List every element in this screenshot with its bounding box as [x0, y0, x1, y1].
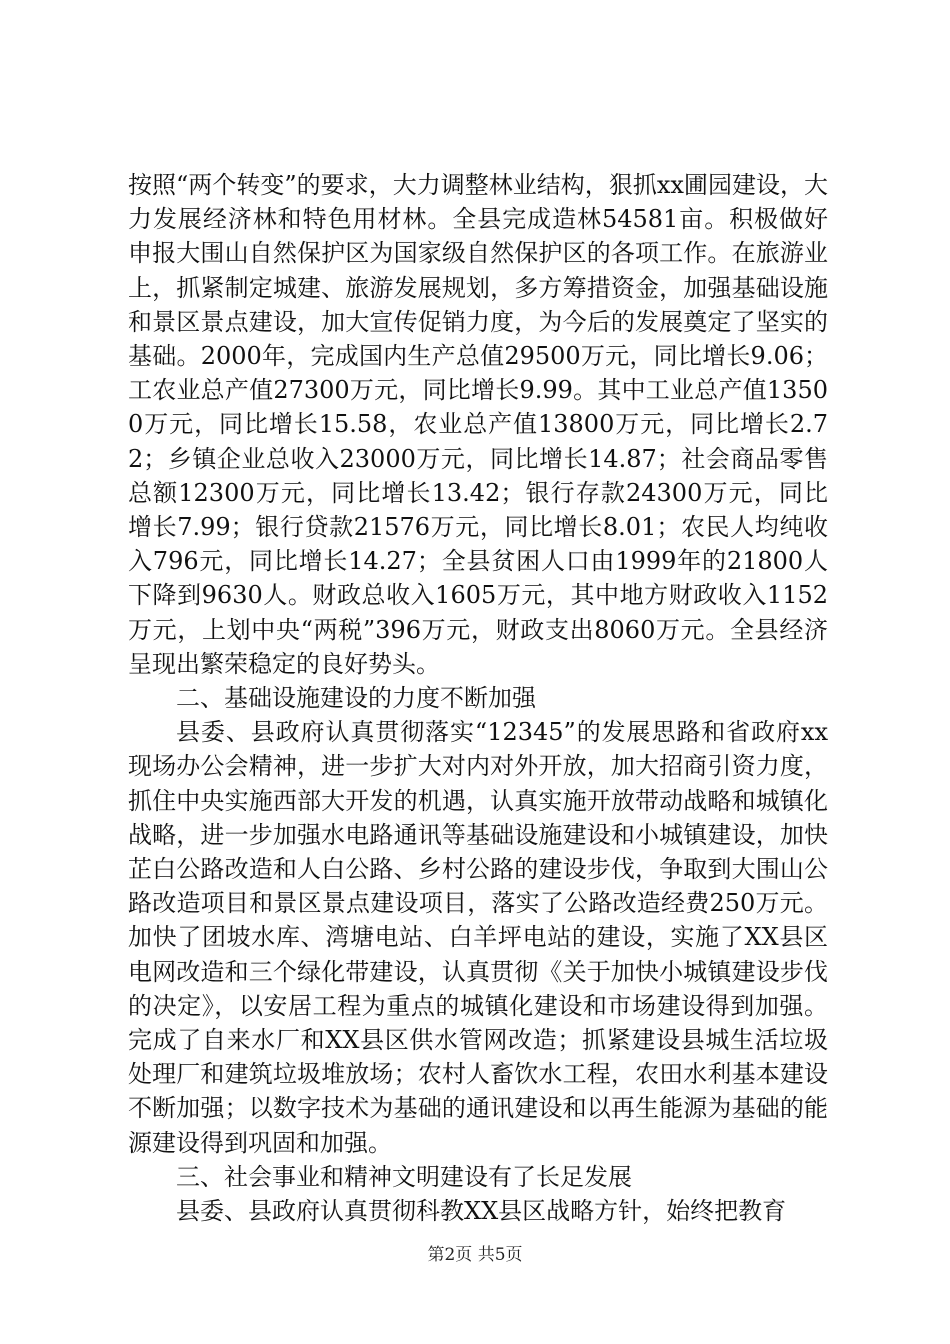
document-body: [128, 168, 828, 1228]
paragraph-economy: 按照“两个转变”的要求，大力调整林业结构，狠抓xx圃园建设，大力发展经济林和特色用材林。全县完成造林54581亩。积极做好申报大围山自然保护区为国家级自然保护区的各项工作。在旅游业上，抓紧制定城建、旅游发展规划，多方筹措资金，加强基础设施和景区景点建设，加大宣传促销力度，为今后的发展奠定了坚实的基础。2000年，完成国内生产总值29500万元，同比增长9.06；工农业总产值27300万元，同比增长9.99。其中工业总产值13500万元，同比增长15.58，农业总产值13800万元，同比增长2.72；乡镇企业总收入23000万元，同比增长14.87；社会商品零售总额12300万元，同比增长13.42；银行存款24300万元，同比增长7.99；银行贷款21576万元，同比增长8.01；农民人均纯收入796元，同比增长14.27；全县贫困人口由1999年的21800人下降到9630人。财政总收入1605万元，其中地方财政收入1152万元，上划中央“两税”396万元，财政支出8060万元。全县经济呈现出繁荣稳定的良好势头。: [128, 171, 828, 678]
paragraph-social: 县委、县政府认真贯彻科教XX县区战略方针，始终把教育: [176, 1197, 787, 1226]
section-heading-social: 三、社会事业和精神文明建设有了长足发展: [176, 1162, 632, 1191]
section-heading-infrastructure: 二、基础设施建设的力度不断加强: [176, 684, 536, 713]
page-number-footer: 第2页 共5页: [427, 1245, 523, 1265]
paragraph-infrastructure: 县委、县政府认真贯彻落实“12345”的发展思路和省政府xx现场办公会精神，进一步扩大对内对外开放，加大招商引资力度，抓住中央实施西部大开发的机遇，认真实施开放带动战略和城镇化战略，进一步加强水电路通讯等基础设施建设和小城镇建设，加快芷白公路改造和人白公路、乡村公路的建设步伐，争取到大围山公路改造项目和景区景点建设项目，落实了公路改造经费250万元。加快了团坡水库、湾塘电站、白羊坪电站的建设，实施了XX县区电网改造和三个绿化带建设，认真贯彻《关于加快小城镇建设步伐的决定》，以安居工程为重点的城镇化建设和市场建设得到加强。完成了自来水厂和XX县区供水管网改造；抓紧建设县城生活垃圾处理厂和建筑垃圾堆放场；农村人畜饮水工程，农田水利基本建设不断加强；以数字技术为基础的通讯建设和以再生能源为基础的能源建设得到巩固和加强。: [128, 718, 828, 1157]
